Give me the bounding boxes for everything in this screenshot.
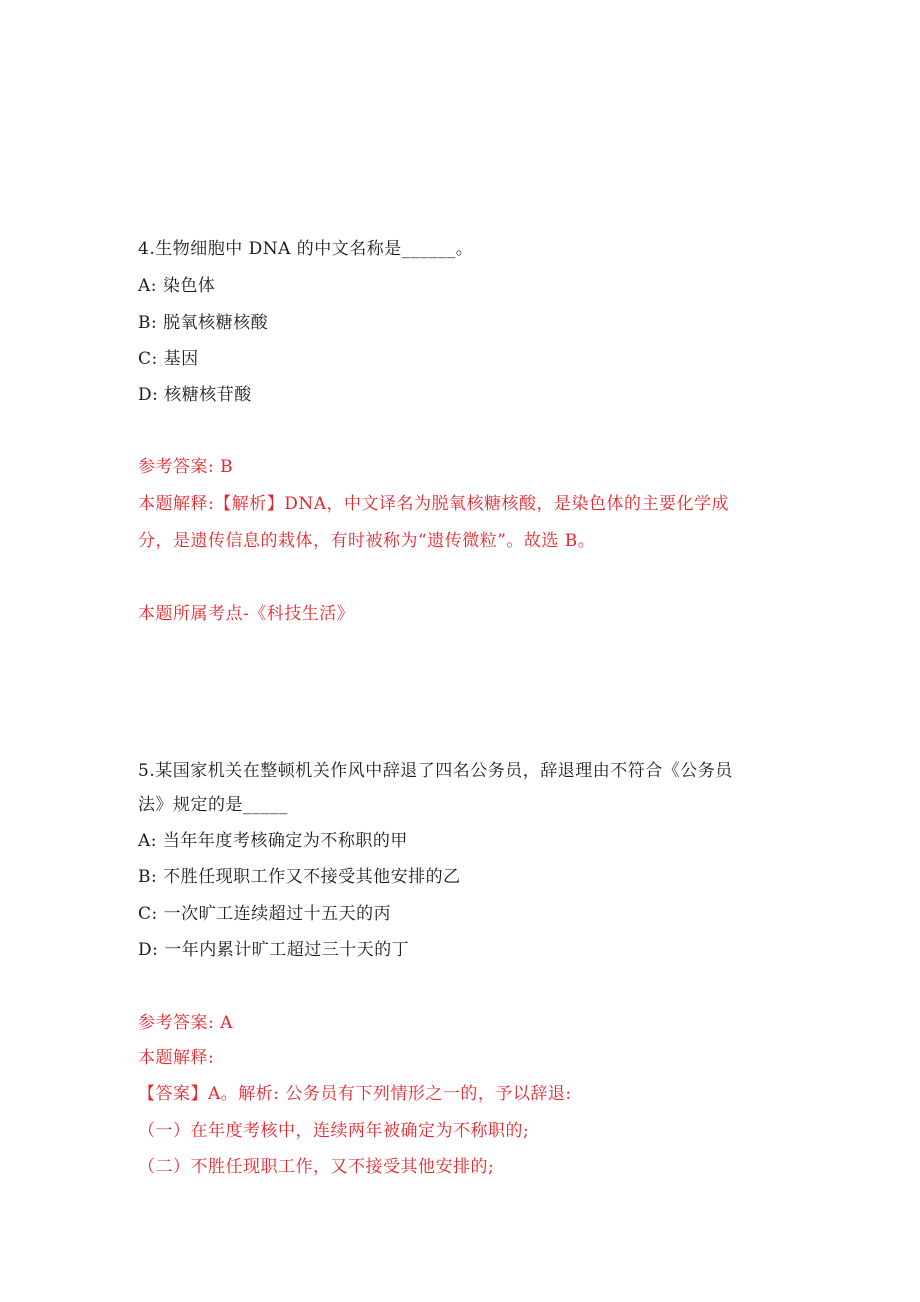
question-5-option-a: A: 当年年度考核确定为不称职的甲: [138, 831, 408, 851]
question-4-explanation-line-1: 本题解释:【解析】DNA，中文译名为脱氧核糖核酸，是染色体的主要化学成: [138, 494, 730, 514]
question-4-option-d: D: 核糖核苷酸: [138, 385, 252, 405]
question-4-answer: 参考答案: B: [138, 457, 234, 477]
question-4-explanation-line-2: 分，是遗传信息的栽体，有时被称为“遗传微粒”。故选 B。: [138, 531, 596, 551]
question-4-option-a: A: 染色体: [138, 276, 216, 296]
question-5-option-c: C: 一次旷工连续超过十五天的丙: [138, 904, 392, 924]
question-5-answer: 参考答案: A: [138, 1013, 233, 1033]
question-4-text: 4.生物细胞中 DNA 的中文名称是______。: [138, 239, 474, 259]
question-5-option-d: D: 一年内累计旷工超过三十天的丁: [138, 940, 410, 960]
question-5-text-line-1: 5.某国家机关在整顿机关作风中辞退了四名公务员，辞退理由不符合《公务员: [138, 761, 733, 781]
question-5-explanation-line-2: （一）在年度考核中，连续两年被确定为不称职的;: [138, 1121, 530, 1141]
question-4-option-b: B: 脱氧核糖核酸: [138, 313, 269, 333]
question-5-explanation-line-1: 【答案】A。解析: 公务员有下列情形之一的，予以辞退:: [138, 1084, 572, 1104]
question-5-explanation-label: 本题解释:: [138, 1048, 215, 1068]
question-5-explanation-line-3: （二）不胜任现职工作，又不接受其他安排的;: [138, 1157, 495, 1177]
question-5-option-b: B: 不胜任现职工作又不接受其他安排的乙: [138, 867, 461, 887]
question-4-topic: 本题所属考点-《科技生活》: [138, 604, 355, 624]
question-4-option-c: C: 基因: [138, 349, 199, 369]
question-5-text-line-2: 法》规定的是_____: [138, 795, 288, 815]
